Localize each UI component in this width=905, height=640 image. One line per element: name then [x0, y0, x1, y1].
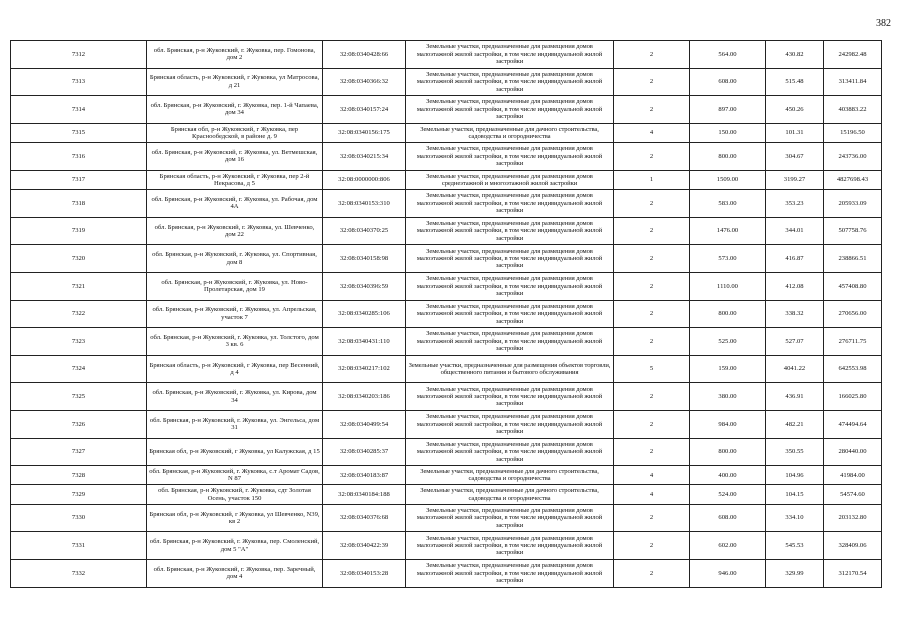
cadastral-cost-cell: 507758.76 [824, 217, 882, 245]
specific-value-cell: 450.26 [766, 96, 824, 124]
area-cell: 380.00 [690, 383, 766, 411]
cadastral-number-cell: 32:08:0340156:175 [323, 123, 406, 142]
group-number-cell: 5 [614, 355, 690, 383]
specific-value-cell: 527.07 [766, 328, 824, 356]
table-row [11, 532, 882, 560]
group-number-cell: 2 [614, 68, 690, 96]
row-number-cell: 7327 [11, 438, 147, 466]
cadastral-cost-cell: 280440.00 [824, 438, 882, 466]
table-row [11, 560, 882, 588]
specific-value-cell: 482.21 [766, 410, 824, 438]
land-use-cell: Земельные участки, предназначенные для размещения домов малоэтажной жилой застройки, в том числе индивидуальной жилой застройки [406, 41, 614, 69]
table-row [11, 383, 882, 411]
area-cell: 400.00 [690, 466, 766, 485]
specific-value-cell: 412.08 [766, 272, 824, 300]
cadastral-cost-cell: 312170.54 [824, 560, 882, 588]
cadastral-number-cell: 32:08:0340428:66 [323, 41, 406, 69]
cadastral-cost-cell: 203132.80 [824, 504, 882, 532]
area-cell: 1509.00 [690, 170, 766, 189]
cadastral-number-cell: 32:08:0340157:24 [323, 96, 406, 124]
cadastral-cost-cell: 403883.22 [824, 96, 882, 124]
row-number-cell: 7313 [11, 68, 147, 96]
row-number-cell: 7325 [11, 383, 147, 411]
cadastral-number-cell: 32:08:0340158:98 [323, 245, 406, 273]
cadastral-number-cell: 32:08:0340217:102 [323, 355, 406, 383]
address-cell: обл. Брянская, р-н Жуковский, г. Жуковка, ул. Кирова, дом 34 [147, 383, 323, 411]
row-number-cell: 7330 [11, 504, 147, 532]
table-row [11, 272, 882, 300]
cadastral-number-cell: 32:08:0340370:25 [323, 217, 406, 245]
area-cell: 524.00 [690, 485, 766, 504]
land-use-cell: Земельные участки, предназначенные для размещения домов малоэтажной жилой застройки, в том числе индивидуальной жилой застройки [406, 68, 614, 96]
cadastral-number-cell: 32:08:0340153:310 [323, 190, 406, 218]
land-use-cell: Земельные участки, предназначенные для размещения домов малоэтажной жилой застройки, в том числе индивидуальной жилой застройки [406, 190, 614, 218]
area-cell: 800.00 [690, 143, 766, 171]
address-cell: обл. Брянская, р-н Жуковский, г. Жуковка, ул. Ново-Пролетарская, дом 19 [147, 272, 323, 300]
specific-value-cell: 304.67 [766, 143, 824, 171]
specific-value-cell: 4041.22 [766, 355, 824, 383]
specific-value-cell: 3199.27 [766, 170, 824, 189]
area-cell: 159.00 [690, 355, 766, 383]
cadastral-cost-cell: 313411.84 [824, 68, 882, 96]
land-use-cell: Земельные участки, предназначенные для размещения домов малоэтажной жилой застройки, в том числе индивидуальной жилой застройки [406, 300, 614, 328]
land-plots-table [10, 40, 882, 588]
cadastral-number-cell: 32:08:0340499:54 [323, 410, 406, 438]
address-cell: обл. Брянская, р-н Жуковский, г. Жуковка, пер. Смоленский, дом 5 "А" [147, 532, 323, 560]
area-cell: 1476.00 [690, 217, 766, 245]
table-row [11, 245, 882, 273]
cadastral-number-cell: 32:08:0340285:37 [323, 438, 406, 466]
address-cell: Брянская область, р-н Жуковский, г Жуковка, пер Весенний, д 4 [147, 355, 323, 383]
table-row [11, 68, 882, 96]
address-cell: обл. Брянская, р-н Жуковский, г. Жуковка, с.т Аромат Садов, N 87 [147, 466, 323, 485]
land-use-cell: Земельные участки, предназначенные для размещения домов малоэтажной жилой застройки, в том числе индивидуальной жилой застройки [406, 383, 614, 411]
table-row [11, 466, 882, 485]
cadastral-cost-cell: 276711.75 [824, 328, 882, 356]
specific-value-cell: 515.48 [766, 68, 824, 96]
address-cell: обл. Брянская, р-н Жуковский, г. Жуковка, ул. Ветмешская, дом 16 [147, 143, 323, 171]
land-use-cell: Земельные участки, предназначенные для размещения объектов торговли, общественного питания и бытового обслуживания [406, 355, 614, 383]
land-use-cell: Земельные участки, предназначенные для размещения домов малоэтажной жилой застройки, в том числе индивидуальной жилой застройки [406, 504, 614, 532]
row-number-cell: 7318 [11, 190, 147, 218]
group-number-cell: 2 [614, 41, 690, 69]
area-cell: 608.00 [690, 68, 766, 96]
land-use-cell: Земельные участки, предназначенные для размещения домов малоэтажной жилой застройки, в том числе индивидуальной жилой застройки [406, 143, 614, 171]
specific-value-cell: 344.01 [766, 217, 824, 245]
cadastral-cost-cell: 474494.64 [824, 410, 882, 438]
table-row [11, 143, 882, 171]
area-cell: 800.00 [690, 438, 766, 466]
specific-value-cell: 104.15 [766, 485, 824, 504]
land-use-cell: Земельные участки, предназначенные для размещения домов малоэтажной жилой застройки, в том числе индивидуальной жилой застройки [406, 328, 614, 356]
cadastral-number-cell: 32:08:0340422:39 [323, 532, 406, 560]
specific-value-cell: 350.55 [766, 438, 824, 466]
table-row [11, 410, 882, 438]
cadastral-number-cell: 32:08:0340285:106 [323, 300, 406, 328]
cadastral-number-cell: 32:08:0340215:34 [323, 143, 406, 171]
address-cell: обл. Брянская, р-н Жуковский, г. Жуковка, пер. 1-й Чапаева, дом 34 [147, 96, 323, 124]
address-cell: обл. Брянская, р-н Жуковский, г. Жуковка, сдт Золотая Осень, участок 150 [147, 485, 323, 504]
row-number-cell: 7326 [11, 410, 147, 438]
land-use-cell: Земельные участки, предназначенные для размещения домов малоэтажной жилой застройки, в том числе индивидуальной жилой застройки [406, 438, 614, 466]
group-number-cell: 2 [614, 438, 690, 466]
group-number-cell: 4 [614, 123, 690, 142]
row-number-cell: 7321 [11, 272, 147, 300]
table-row [11, 170, 882, 189]
area-cell: 897.00 [690, 96, 766, 124]
row-number-cell: 7332 [11, 560, 147, 588]
group-number-cell: 2 [614, 504, 690, 532]
cadastral-cost-cell: 328409.06 [824, 532, 882, 560]
area-cell: 573.00 [690, 245, 766, 273]
area-cell: 525.00 [690, 328, 766, 356]
cadastral-number-cell: 32:08:0340184:188 [323, 485, 406, 504]
address-cell: обл. Брянская, р-н Жуковский, г. Жуковка, ул. Апрельская, участок 7 [147, 300, 323, 328]
group-number-cell: 2 [614, 532, 690, 560]
specific-value-cell: 104.96 [766, 466, 824, 485]
table-body [11, 41, 882, 588]
group-number-cell: 2 [614, 383, 690, 411]
table-row [11, 328, 882, 356]
land-use-cell: Земельные участки, предназначенные для размещения домов малоэтажной жилой застройки, в том числе индивидуальной жилой застройки [406, 217, 614, 245]
table-row [11, 300, 882, 328]
cadastral-cost-cell: 15196.50 [824, 123, 882, 142]
land-use-cell: Земельные участки, предназначенные для размещения домов среднеэтажной и многоэтажной жилой застройки [406, 170, 614, 189]
group-number-cell: 2 [614, 410, 690, 438]
address-cell: обл. Брянская, р-н Жуковский, г. Жуковка, ул. Рабочая, дом 4А [147, 190, 323, 218]
cadastral-cost-cell: 270656.00 [824, 300, 882, 328]
cadastral-cost-cell: 205933.09 [824, 190, 882, 218]
cadastral-cost-cell: 41984.00 [824, 466, 882, 485]
page-number: 382 [876, 18, 891, 29]
specific-value-cell: 436.91 [766, 383, 824, 411]
specific-value-cell: 329.99 [766, 560, 824, 588]
table-row [11, 41, 882, 69]
specific-value-cell: 334.10 [766, 504, 824, 532]
row-number-cell: 7317 [11, 170, 147, 189]
land-use-cell: Земельные участки, предназначенные для дачного строительства, садоводства и огородничества [406, 485, 614, 504]
group-number-cell: 2 [614, 300, 690, 328]
specific-value-cell: 545.53 [766, 532, 824, 560]
cadastral-cost-cell: 166025.80 [824, 383, 882, 411]
row-number-cell: 7329 [11, 485, 147, 504]
area-cell: 800.00 [690, 300, 766, 328]
cadastral-cost-cell: 242982.48 [824, 41, 882, 69]
table-row [11, 190, 882, 218]
row-number-cell: 7324 [11, 355, 147, 383]
address-cell: обл. Брянская, р-н Жуковский, г. Жуковка, ул. Энгельса, дом 31 [147, 410, 323, 438]
table-row [11, 504, 882, 532]
table-row [11, 438, 882, 466]
cadastral-cost-cell: 642553.98 [824, 355, 882, 383]
area-cell: 564.00 [690, 41, 766, 69]
group-number-cell: 2 [614, 96, 690, 124]
row-number-cell: 7331 [11, 532, 147, 560]
group-number-cell: 2 [614, 245, 690, 273]
row-number-cell: 7323 [11, 328, 147, 356]
row-number-cell: 7322 [11, 300, 147, 328]
cadastral-cost-cell: 54574.60 [824, 485, 882, 504]
cadastral-cost-cell: 238866.51 [824, 245, 882, 273]
area-cell: 1110.00 [690, 272, 766, 300]
group-number-cell: 2 [614, 190, 690, 218]
area-cell: 946.00 [690, 560, 766, 588]
area-cell: 583.00 [690, 190, 766, 218]
group-number-cell: 2 [614, 272, 690, 300]
group-number-cell: 2 [614, 217, 690, 245]
group-number-cell: 2 [614, 560, 690, 588]
cadastral-number-cell: 32:08:0340153:28 [323, 560, 406, 588]
area-cell: 984.00 [690, 410, 766, 438]
address-cell: Брянская область, р-н Жуковский, г Жуковка, пер 2-й Некрасова, д 5 [147, 170, 323, 189]
cadastral-cost-cell: 4827698.43 [824, 170, 882, 189]
cadastral-cost-cell: 243736.00 [824, 143, 882, 171]
address-cell: обл. Брянская, р-н Жуковский, г. Жуковка, ул. Шевченко, дом 22 [147, 217, 323, 245]
address-cell: Брянская обл, р-н Жуковский, г Жуковка, пер Краснообедской, в районе д. 9 [147, 123, 323, 142]
row-number-cell: 7315 [11, 123, 147, 142]
group-number-cell: 2 [614, 143, 690, 171]
address-cell: Брянская обл, р-н Жуковский, г Жуковка, ул Калужская, д 15 [147, 438, 323, 466]
cadastral-number-cell: 32:08:0340396:59 [323, 272, 406, 300]
specific-value-cell: 101.31 [766, 123, 824, 142]
group-number-cell: 1 [614, 170, 690, 189]
land-use-cell: Земельные участки, предназначенные для размещения домов малоэтажной жилой застройки, в том числе индивидуальной жилой застройки [406, 560, 614, 588]
area-cell: 608.00 [690, 504, 766, 532]
address-cell: обл. Брянская, р-н Жуковский, г. Жуковка, ул. Спортивная, дом 8 [147, 245, 323, 273]
group-number-cell: 4 [614, 466, 690, 485]
cadastral-number-cell: 32:08:0340431:110 [323, 328, 406, 356]
address-cell: обл. Брянская, р-н Жуковский, г. Жуковка, пер. Гомонова, дом 2 [147, 41, 323, 69]
group-number-cell: 2 [614, 328, 690, 356]
land-use-cell: Земельные участки, предназначенные для дачного строительства, садоводства и огородничества [406, 123, 614, 142]
row-number-cell: 7312 [11, 41, 147, 69]
land-use-cell: Земельные участки, предназначенные для размещения домов малоэтажной жилой застройки, в том числе индивидуальной жилой застройки [406, 532, 614, 560]
specific-value-cell: 353.23 [766, 190, 824, 218]
group-number-cell: 4 [614, 485, 690, 504]
cadastral-cost-cell: 457408.80 [824, 272, 882, 300]
address-cell: Брянская обл, р-н Жуковский, г Жуковка, ул Шевченко, N39, кв 2 [147, 504, 323, 532]
address-cell: Брянская область, р-н Жуковский, г Жуковка, ул Матросова, д 21 [147, 68, 323, 96]
land-use-cell: Земельные участки, предназначенные для дачного строительства, садоводства и огородничества [406, 466, 614, 485]
row-number-cell: 7320 [11, 245, 147, 273]
table-row [11, 123, 882, 142]
specific-value-cell: 338.32 [766, 300, 824, 328]
cadastral-number-cell: 32:08:0340203:186 [323, 383, 406, 411]
specific-value-cell: 430.82 [766, 41, 824, 69]
cadastral-number-cell: 32:08:0340183:87 [323, 466, 406, 485]
land-use-cell: Земельные участки, предназначенные для размещения домов малоэтажной жилой застройки, в том числе индивидуальной жилой застройки [406, 272, 614, 300]
land-use-cell: Земельные участки, предназначенные для размещения домов малоэтажной жилой застройки, в том числе индивидуальной жилой застройки [406, 96, 614, 124]
cadastral-number-cell: 32:08:0340376:68 [323, 504, 406, 532]
area-cell: 602.00 [690, 532, 766, 560]
table-row [11, 485, 882, 504]
table-row [11, 217, 882, 245]
row-number-cell: 7316 [11, 143, 147, 171]
specific-value-cell: 416.87 [766, 245, 824, 273]
row-number-cell: 7328 [11, 466, 147, 485]
area-cell: 150.00 [690, 123, 766, 142]
address-cell: обл. Брянская, р-н Жуковский, г. Жуковка, ул. Толстого, дом 3 кв. 6 [147, 328, 323, 356]
address-cell: обл. Брянская, р-н Жуковский, г. Жуковка, пер. Заречный, дом 4 [147, 560, 323, 588]
land-use-cell: Земельные участки, предназначенные для размещения домов малоэтажной жилой застройки, в том числе индивидуальной жилой застройки [406, 410, 614, 438]
table-row [11, 96, 882, 124]
cadastral-number-cell: 32:08:0340366:32 [323, 68, 406, 96]
row-number-cell: 7314 [11, 96, 147, 124]
land-use-cell: Земельные участки, предназначенные для размещения домов малоэтажной жилой застройки, в том числе индивидуальной жилой застройки [406, 245, 614, 273]
table-row [11, 355, 882, 383]
row-number-cell: 7319 [11, 217, 147, 245]
cadastral-number-cell: 32:08:0000000:806 [323, 170, 406, 189]
